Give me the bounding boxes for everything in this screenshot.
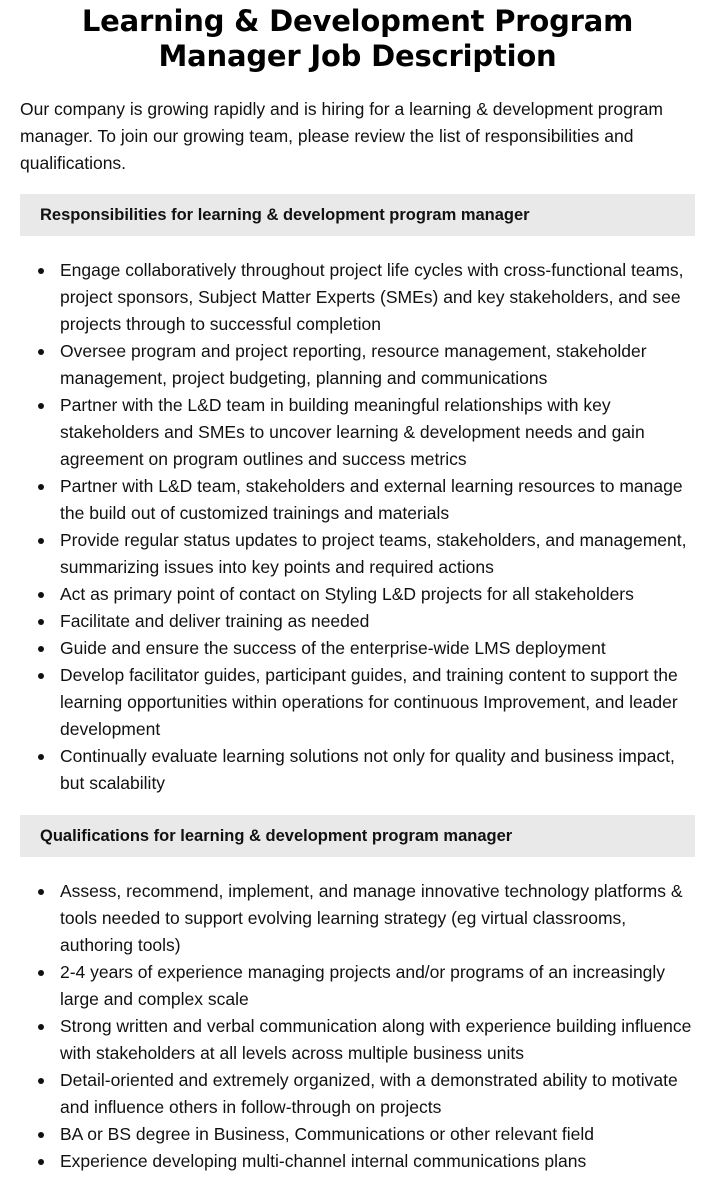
responsibilities-list (20, 257, 695, 797)
list-item-text: Develop facilitator guides, participant guides, and training content to support the learning opportunities within operations for continuous Improvement, and leader development (60, 665, 678, 739)
list-item-text: Provide regular status updates to project teams, stakeholders, and management, summarizing issues into key points and required actions (60, 530, 687, 577)
bullet-icon (38, 673, 44, 679)
bullet-icon (38, 538, 44, 544)
list-item-text: BA or BS degree in Business, Communications or other relevant field (60, 1124, 595, 1144)
intro-paragraph: Our company is growing rapidly and is hiring for a learning & development program manager. To join our growing team, please review the list of responsibilities and qualifications. (20, 99, 663, 173)
list-item (60, 473, 695, 527)
bullet-icon (38, 268, 44, 274)
bullet-icon (38, 592, 44, 598)
list-item-text: Engage collaboratively throughout project life cycles with cross-functional teams, project sponsors, Subject Matter Experts (SMEs) and key stakeholders, and see projects through to successful completion (60, 260, 684, 334)
bullet-icon (38, 484, 44, 490)
list-item (60, 257, 695, 338)
qualifications-list (20, 878, 695, 1175)
list-item-text: Facilitate and deliver training as needed (60, 611, 370, 631)
list-item-text: 2-4 years of experience managing projects and/or programs of an increasingly large and complex scale (60, 962, 666, 1009)
list-item (60, 1013, 695, 1067)
list-item (60, 1121, 695, 1148)
bullet-icon (38, 646, 44, 652)
list-item (60, 959, 695, 1013)
list-item (60, 608, 695, 635)
list-item-text: Experience developing multi-channel internal communications plans (60, 1151, 587, 1171)
list-item-text: Detail-oriented and extremely organized, with a demonstrated ability to motivate and influence others in follow-through on projects (60, 1070, 678, 1117)
list-item (60, 1148, 695, 1175)
list-item (60, 392, 695, 473)
list-item-text: Partner with L&D team, stakeholders and external learning resources to manage the build out of customized trainings and materials (60, 476, 683, 523)
bullet-icon (38, 889, 44, 895)
list-item-text: Oversee program and project reporting, resource management, stakeholder management, project budgeting, planning and communications (60, 341, 647, 388)
bullet-icon (38, 970, 44, 976)
bullet-icon (38, 1132, 44, 1138)
bullet-icon (38, 1159, 44, 1165)
bullet-icon (38, 1078, 44, 1084)
bullet-icon (38, 349, 44, 355)
bullet-icon (38, 403, 44, 409)
responsibilities-heading: Responsibilities for learning & development program manager (20, 194, 695, 236)
list-item-text: Act as primary point of contact on Styling L&D projects for all stakeholders (60, 584, 634, 604)
qualifications-heading: Qualifications for learning & development program manager (20, 815, 695, 857)
list-item-text: Strong written and verbal communication along with experience building influence with stakeholders at all levels across multiple business units (60, 1016, 692, 1063)
list-item (60, 878, 695, 959)
list-item (60, 338, 695, 392)
list-item (60, 635, 695, 662)
list-item (60, 743, 695, 797)
list-item (60, 527, 695, 581)
bullet-icon (38, 619, 44, 625)
bullet-icon (38, 754, 44, 760)
list-item-text: Continually evaluate learning solutions not only for quality and business impact, but scalability (60, 746, 675, 793)
list-item (60, 662, 695, 743)
page-title: Learning & Development Program Manager Job Description (81, 4, 634, 73)
list-item (60, 581, 695, 608)
bullet-icon (38, 1024, 44, 1030)
list-item (60, 1067, 695, 1121)
list-item-text: Guide and ensure the success of the enterprise-wide LMS deployment (60, 638, 606, 658)
list-item-text: Partner with the L&D team in building meaningful relationships with key stakeholders and SMEs to uncover learning & development needs and gain agreement on program outlines and success metrics (60, 395, 645, 469)
list-item-text: Assess, recommend, implement, and manage innovative technology platforms & tools needed to support evolving learning strategy (eg virtual classrooms, authoring tools) (60, 881, 683, 955)
